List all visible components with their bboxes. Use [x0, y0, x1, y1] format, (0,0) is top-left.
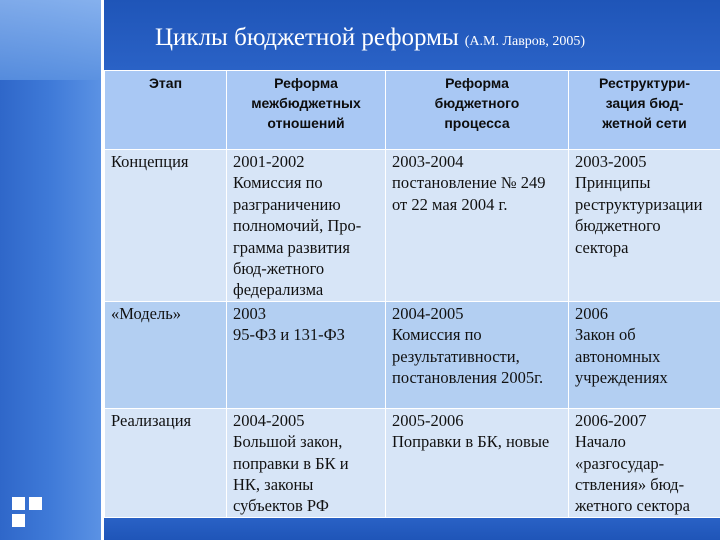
stage-cell: Реализация — [105, 408, 227, 517]
table-cell: 2001-2002 Комиссия по разграничению полномочий, Про- грамма развития бюд-жетного федерализма — [227, 150, 386, 302]
slide-title — [155, 24, 585, 52]
table-cell: 2004-2005 Большой закон, поправки в БК и НК, законы субъектов РФ — [227, 408, 386, 517]
left-decor-bar — [0, 0, 101, 540]
stage-cell: Концепция — [105, 150, 227, 302]
table-row — [105, 150, 720, 302]
header-restructuring: Реструктури- зация бюд- жетной сети — [569, 71, 720, 150]
table-cell: 2005-2006 Поправки в БК, новые — [386, 408, 569, 517]
table-cell: 2004-2005 Комиссия по результативности, постановления 2005г. — [386, 301, 569, 408]
reform-table — [104, 70, 720, 518]
squares-decor-icon — [12, 497, 44, 529]
slide-title-author: (А.М. Лавров, 2005) — [464, 34, 586, 49]
table-cell: 2003 95-ФЗ и 131-ФЗ — [227, 301, 386, 408]
stage-cell: «Модель» — [105, 301, 227, 408]
table-cell: 2003-2004 постановление № 249 от 22 мая 2004 г. — [386, 150, 569, 302]
table-row — [105, 408, 720, 517]
table-row — [105, 301, 720, 408]
table-cell: 2006 Закон об автономных учреждениях — [569, 301, 720, 408]
header-interbudget: Реформа межбюджетных отношений — [227, 71, 386, 150]
slide-title-main: Циклы бюджетной реформы — [155, 24, 459, 51]
table-cell: 2003-2005 Принципы реструктуризации бюджетного сектора — [569, 150, 720, 302]
header-budget-process: Реформа бюджетного процесса — [386, 71, 569, 150]
table-cell: 2006-2007 Начало «разгосудар- ствления» бюд- жетного сектора — [569, 408, 720, 517]
table-header-row — [105, 71, 720, 150]
header-stage: Этап — [105, 71, 227, 150]
bottom-decor-bar — [101, 517, 720, 540]
